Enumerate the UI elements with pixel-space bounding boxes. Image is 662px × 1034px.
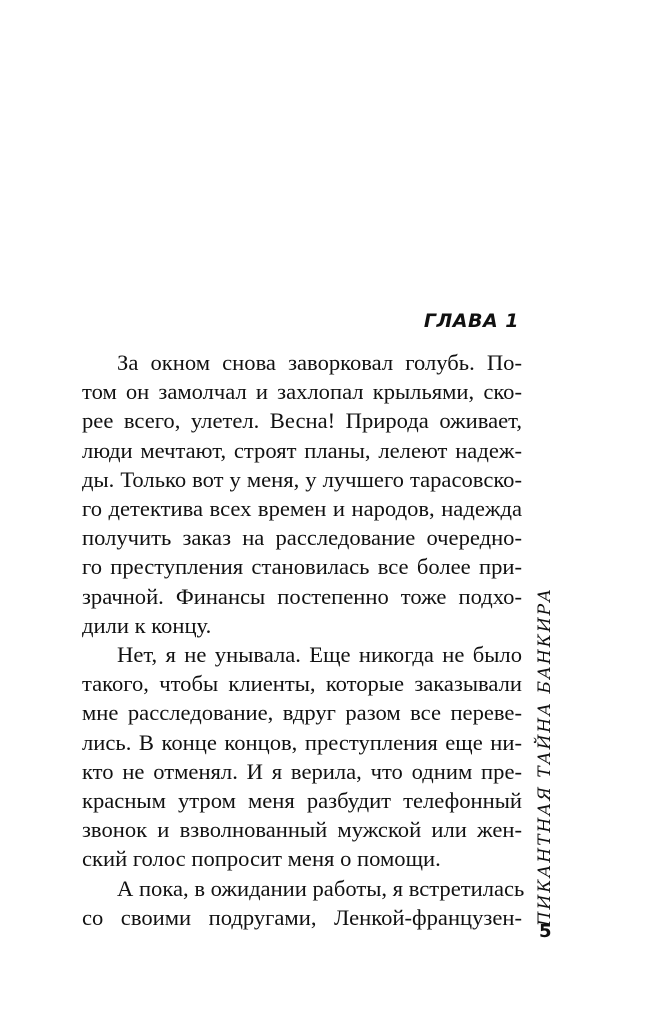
text-line: ский голос попросит меня о помощи.: [82, 846, 441, 872]
body-text: [82, 348, 525, 932]
text-line: Нет, я не унывала. Еще никогда не было: [117, 642, 522, 668]
text-line: ды. Только вот у меня, у лучшего тарасовско-: [82, 466, 522, 492]
text-line: кто не отменял. И я верила, что одним пре-: [82, 758, 522, 784]
text-line: получить заказ на расследование очередно-: [82, 525, 522, 551]
text-line: За окном снова заворковал голубь. По-: [117, 350, 522, 375]
text-line: зрачной. Финансы постепенно тоже подхо-: [82, 583, 522, 609]
text-line: такого, чтобы клиенты, которые заказывали: [82, 671, 522, 697]
running-head: [529, 587, 561, 927]
text-line: го детектива всех времен и народов, надежда: [82, 496, 522, 522]
text-line: люди мечтают, строят планы, лелеют надеж-: [82, 437, 522, 463]
text-line: том он замолчал и захлопал крыльями, ско-: [82, 379, 522, 405]
text-line: лись. В конце концов, преступления еще ни-: [82, 729, 522, 755]
text-line: красным утром меня разбудит телефонный: [82, 788, 522, 814]
text-line: дили к концу.: [82, 612, 212, 638]
page-number: 5: [539, 921, 552, 942]
running-title: ПИКАНТНАЯ ТАЙНА БАНКИРА: [535, 587, 555, 927]
text-line: го преступления становилась все более при-: [82, 554, 522, 580]
chapter-heading: ГЛАВА 1: [423, 310, 519, 332]
text-line: со своими подругами, Ленкой-французен-: [82, 904, 522, 930]
text-line: мне расследование, вдруг разом все переве-: [82, 700, 522, 726]
text-line: А пока, в ожидании работы, я встретилась: [117, 875, 525, 901]
text-line: звонок и взволнованный мужской или жен-: [82, 817, 522, 843]
text-line: рее всего, улетел. Весна! Природа оживает,: [82, 408, 522, 434]
